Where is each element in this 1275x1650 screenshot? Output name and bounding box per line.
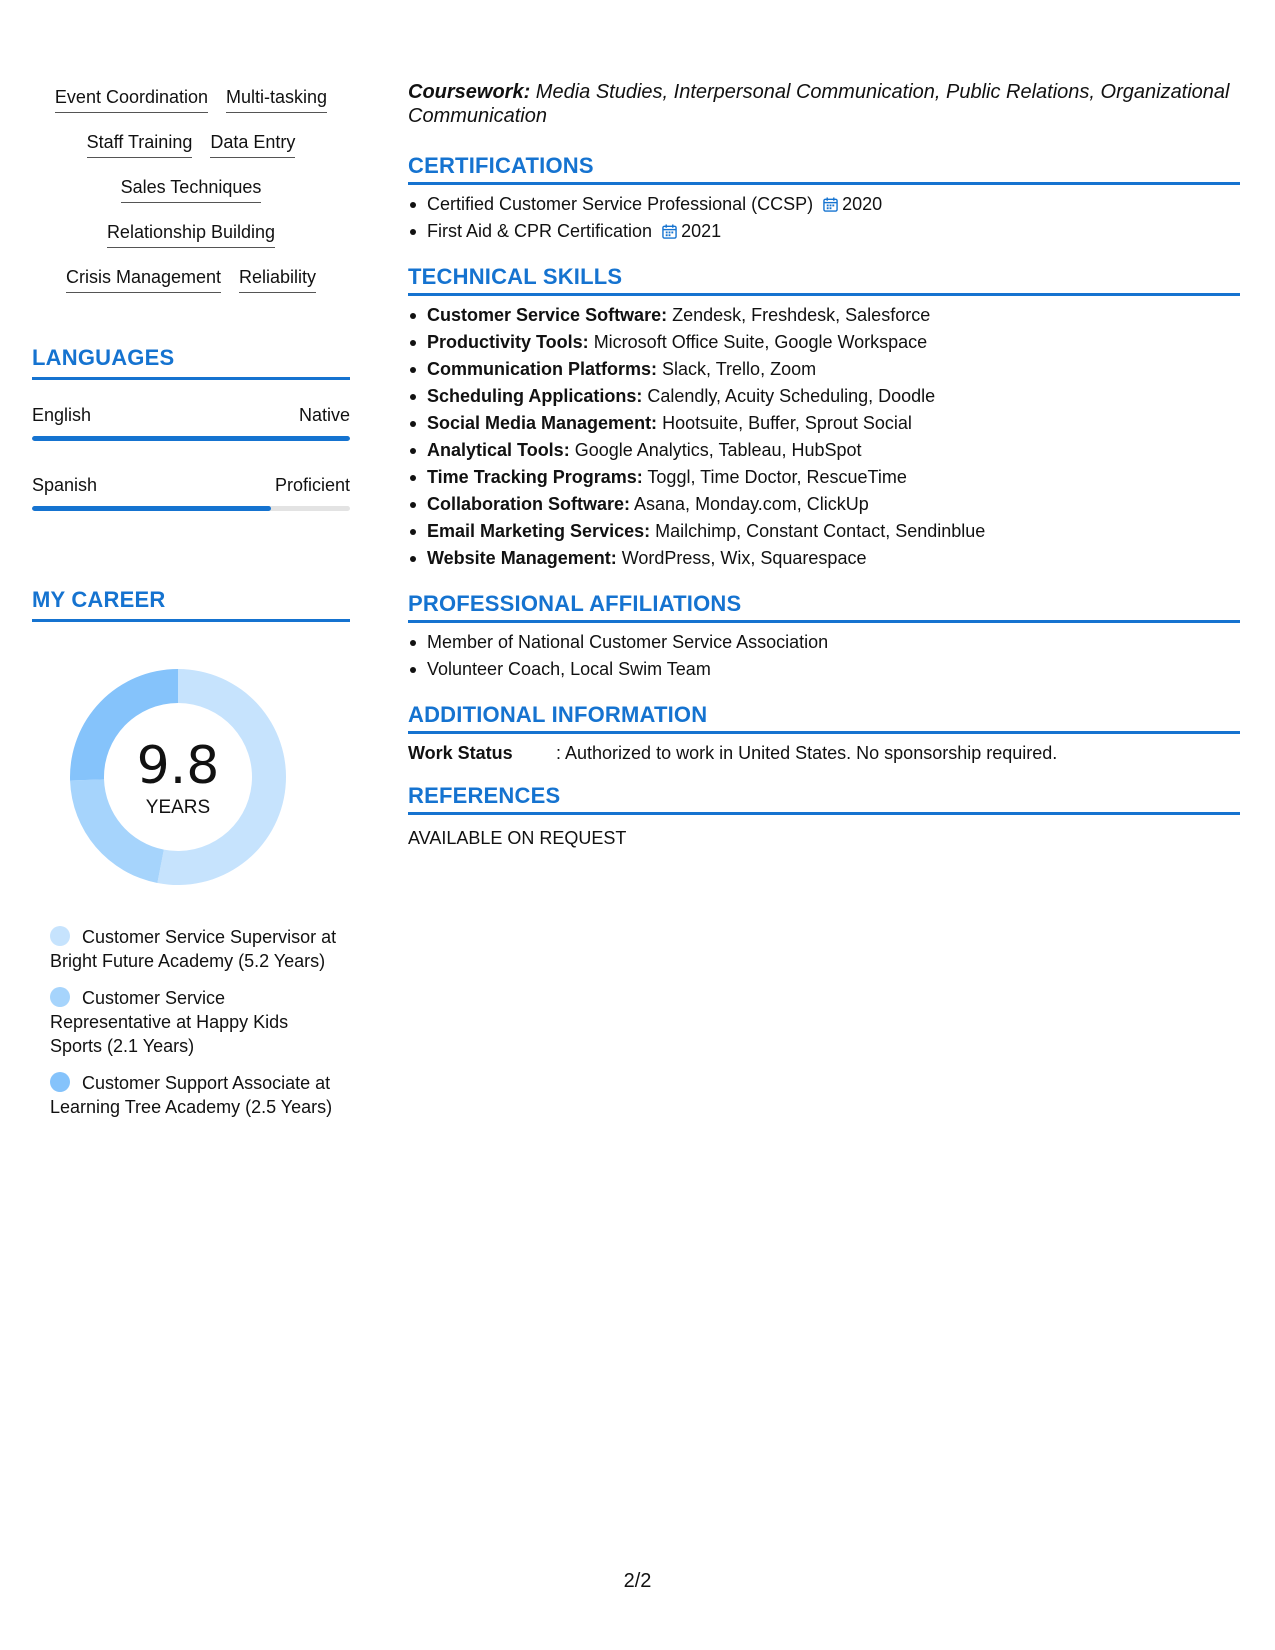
list-item [427,464,1240,491]
languages-rule [32,377,350,380]
skill-values: Google Analytics, Tableau, HubSpot [569,440,862,460]
legend-item [50,986,340,1058]
certifications-rule [408,182,1240,185]
language-level: Proficient [274,475,350,495]
certifications-heading: CERTIFICATIONS [408,153,594,178]
affiliations-list [427,629,1240,683]
affiliations-rule [408,620,1240,623]
skill-values: WordPress, Wix, Squarespace [616,548,867,568]
skills-cloud [32,86,350,311]
skill-values: Calendly, Acuity Scheduling, Doodle [642,386,936,406]
legend-label: Customer Support Associate at Learning Tree Academy (2.5 Years) [50,1073,333,1117]
skill-category: Social Media Management: [427,413,658,433]
skill-values: Hootsuite, Buffer, Sprout Social [657,413,912,433]
technical-skills-heading: TECHNICAL SKILLS [408,264,623,289]
skill-row [32,86,350,131]
coursework [408,80,1240,128]
language-bar-fill [32,506,271,511]
list-item [427,491,1240,518]
certifications-list [427,191,1240,245]
language-name: Spanish [32,475,98,495]
skill-values: Zendesk, Freshdesk, Salesforce [667,305,931,325]
language-bar-fill [32,436,350,441]
legend-label: Customer Service Supervisor at Bright Future Academy (5.2 Years) [50,927,337,971]
calendar-icon [823,197,838,212]
certification-name: Certified Customer Service Professional (CCSP) [427,194,814,214]
legend-item [50,925,340,973]
skill-tag: Relationship Building [107,221,275,248]
list-item [427,518,1240,545]
list-item [427,356,1240,383]
legend-dot [50,987,70,1007]
coursework-text: Media Studies, Interpersonal Communication, Public Relations, Organizational Communication [408,81,1230,127]
work-status-value: : Authorized to work in United States. No sponsorship required. [556,743,1058,763]
language-level: Native [298,405,350,425]
list-item [427,545,1240,572]
skill-tag: Crisis Management [66,266,221,293]
list-item: Member of National Customer Service Association [427,629,1240,656]
list-item [427,329,1240,356]
skill-tag: Event Coordination [55,86,208,113]
certification-year: 2021 [681,221,722,241]
list-item [427,437,1240,464]
skill-category: Email Marketing Services: [427,521,651,541]
list-item [427,191,1240,218]
skill-row [32,131,350,176]
skill-values: Slack, Trello, Zoom [657,359,817,379]
skill-values: Asana, Monday.com, ClickUp [630,494,869,514]
certification-year: 2020 [842,194,883,214]
skill-values: Microsoft Office Suite, Google Workspace [588,332,928,352]
coursework-label: Coursework: [408,81,531,103]
skill-tag: Data Entry [210,131,295,158]
skill-category: Analytical Tools: [427,440,570,460]
legend-item [50,1071,340,1119]
skill-values: Toggl, Time Doctor, RescueTime [642,467,907,487]
skill-tag: Sales Techniques [121,176,262,203]
career-legend [50,925,340,1132]
technical-skills-rule [408,293,1240,296]
list-item [427,302,1240,329]
skill-category: Customer Service Software: [427,305,668,325]
page-number: 2/2 [623,1570,652,1592]
list-item [427,383,1240,410]
skill-row [32,221,350,266]
legend-dot [50,1072,70,1092]
list-item: Volunteer Coach, Local Swim Team [427,656,1240,683]
language-name: English [32,405,92,425]
career-total-unit: YEARS [145,797,211,818]
list-item [427,410,1240,437]
career-heading: MY CAREER [32,587,166,612]
language-bar-track [32,506,350,511]
affiliations-heading: PROFESSIONAL AFFILIATIONS [408,591,742,616]
skill-row [32,176,350,221]
work-status-label: Work Status [408,743,513,763]
legend-dot [50,926,70,946]
additional-info-rule [408,731,1240,734]
work-status-row [408,741,1057,765]
calendar-icon [662,224,677,239]
references-rule [408,812,1240,815]
skill-tag: Staff Training [87,131,193,158]
list-item [427,218,1240,245]
skill-category: Scheduling Applications: [427,386,643,406]
career-total-value: 9.8 [136,736,220,796]
skill-category: Website Management: [427,548,617,568]
skill-tag: Reliability [239,266,316,293]
career-donut-chart [66,665,290,889]
language-bar-track [32,436,350,441]
skill-tag: Multi-tasking [226,86,327,113]
career-rule [32,619,350,622]
skill-category: Productivity Tools: [427,332,589,352]
technical-skills-list [427,302,1240,572]
references-text: AVAILABLE ON REQUEST [408,828,627,848]
additional-info-heading: ADDITIONAL INFORMATION [408,702,708,727]
legend-label: Customer Service Representative at Happy Kids Sports (2.1 Years) [50,988,289,1056]
skill-category: Collaboration Software: [427,494,631,514]
language-item-spanish [32,474,350,511]
skill-values: Mailchimp, Constant Contact, Sendinblue [650,521,986,541]
languages-heading: LANGUAGES [32,345,175,370]
language-item-english [32,404,350,441]
certification-name: First Aid & CPR Certification [427,221,653,241]
skill-row [32,266,350,311]
skill-category: Communication Platforms: [427,359,658,379]
skill-category: Time Tracking Programs: [427,467,643,487]
references-heading: REFERENCES [408,783,561,808]
